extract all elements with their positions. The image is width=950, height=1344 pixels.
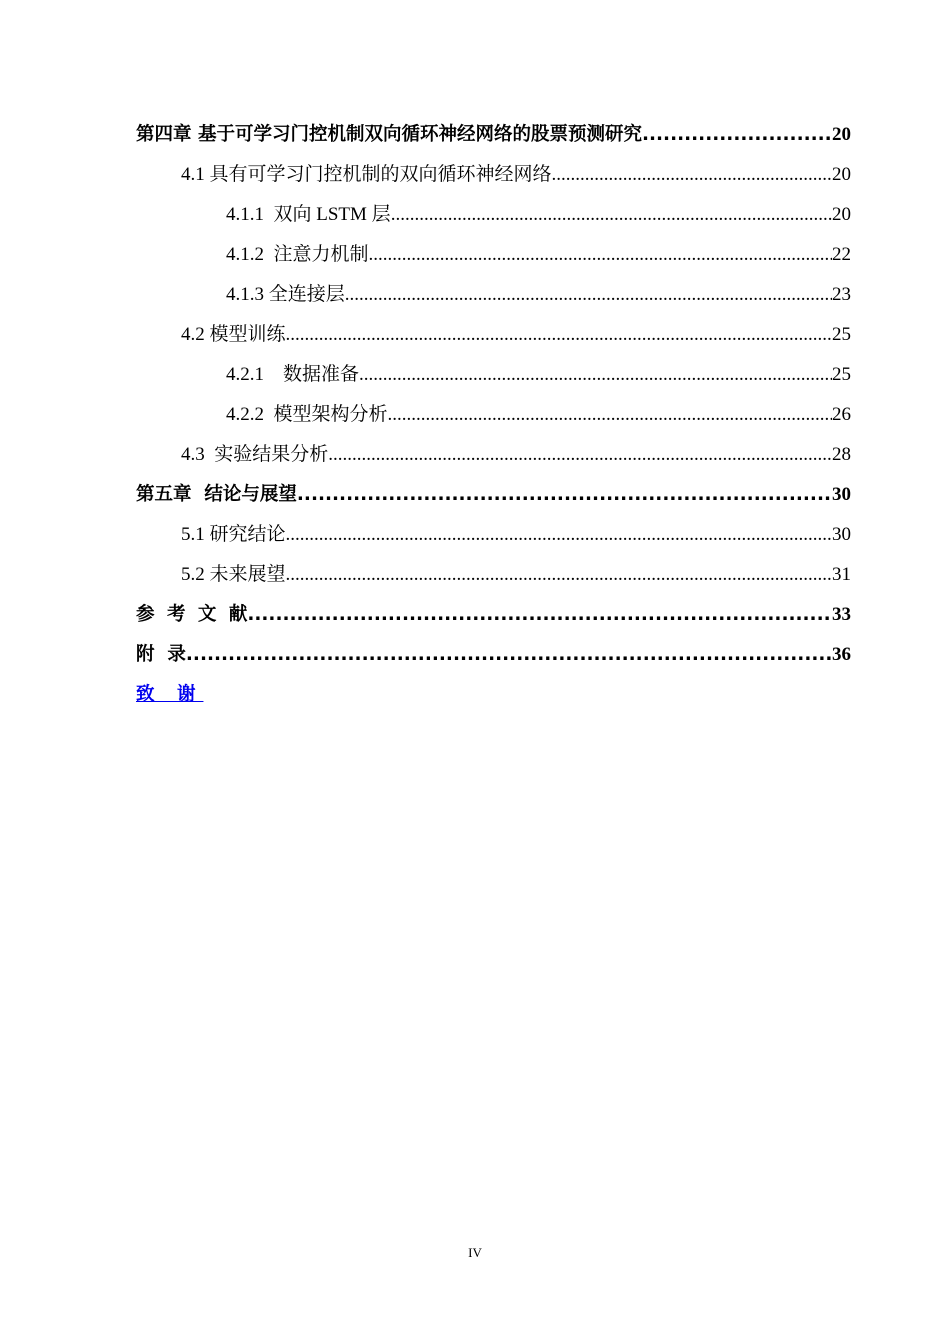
toc-entry-chapter-4[interactable] — [136, 115, 851, 155]
toc-entry-title: 第四章 基于可学习门控机制双向循环神经网络的股票预测研究 — [136, 124, 642, 145]
toc-entry-title: 4.1.1 双向 LSTM 层 — [226, 204, 391, 225]
toc-entry-page: 25 — [832, 324, 851, 345]
toc-leader-dots — [297, 475, 832, 515]
toc-entry-page: 22 — [832, 244, 851, 265]
toc-leader-dots — [388, 395, 832, 435]
toc-entry-page: 25 — [832, 364, 851, 385]
toc-entry-section-4-1-2[interactable] — [136, 235, 851, 275]
toc-leader-dots — [328, 435, 832, 475]
toc-entry-section-4-1[interactable] — [136, 155, 851, 195]
toc-leader-dots — [186, 635, 832, 675]
toc-entry-title: 4.2.1 数据准备 — [226, 364, 360, 385]
toc-entry-section-4-3[interactable] — [136, 435, 851, 475]
toc-entry-section-4-1-3[interactable] — [136, 275, 851, 315]
toc-entry-page: 30 — [832, 524, 851, 545]
toc-leader-dots — [286, 315, 832, 355]
toc-leader-dots — [552, 155, 832, 195]
toc-entry-title: 4.2.2 模型架构分析 — [226, 404, 388, 425]
toc-entry-page: 23 — [832, 284, 851, 305]
toc-entry-references[interactable] — [136, 595, 851, 635]
toc-entry-section-4-2-1[interactable] — [136, 355, 851, 395]
toc-entry-title: 4.1.2 注意力机制 — [226, 244, 369, 265]
acknowledgement-link[interactable]: 致 谢 — [136, 684, 204, 705]
toc-entry-page: 20 — [832, 204, 851, 225]
toc-entry-page: 20 — [832, 164, 851, 185]
toc-leader-dots — [286, 515, 832, 555]
toc-entry-page: 20 — [832, 124, 851, 145]
toc-entry-page: 26 — [832, 404, 851, 425]
toc-leader-dots — [247, 595, 832, 635]
toc-entry-title: 4.1.3 全连接层 — [226, 284, 345, 305]
toc-entry-section-5-2[interactable] — [136, 555, 851, 595]
toc-leader-dots — [286, 555, 832, 595]
page-number: IV — [468, 1245, 482, 1260]
toc-leader-dots — [642, 115, 832, 155]
toc-entry-title: 附 录 — [136, 644, 186, 665]
toc-entry-section-4-2-2[interactable] — [136, 395, 851, 435]
toc-entry-title: 5.2 未来展望 — [181, 564, 286, 585]
toc-entry-appendix[interactable] — [136, 635, 851, 675]
toc-entry-page: 30 — [832, 484, 851, 505]
toc-leader-dots — [359, 355, 832, 395]
toc-entry-page: 31 — [832, 564, 851, 585]
toc-entry-title: 4.3 实验结果分析 — [181, 444, 329, 465]
toc-entry-section-4-2[interactable] — [136, 315, 851, 355]
toc-entry-title: 5.1 研究结论 — [181, 524, 286, 545]
toc-entry-section-5-1[interactable] — [136, 515, 851, 555]
toc-entry-acknowledgement — [136, 675, 851, 715]
toc-entry-chapter-5[interactable] — [136, 475, 851, 515]
table-of-contents — [136, 115, 851, 715]
toc-entry-section-4-1-1[interactable] — [136, 195, 851, 235]
toc-entry-page: 28 — [832, 444, 851, 465]
toc-entry-title: 4.1 具有可学习门控机制的双向循环神经网络 — [181, 164, 552, 185]
toc-leader-dots — [369, 235, 832, 275]
toc-entry-page: 33 — [832, 604, 851, 625]
toc-entry-title: 参 考 文 献 — [136, 604, 248, 625]
toc-leader-dots — [345, 275, 832, 315]
toc-entry-title: 第五章 结论与展望 — [136, 484, 297, 505]
toc-entry-title: 4.2 模型训练 — [181, 324, 286, 345]
toc-leader-dots — [391, 195, 832, 235]
toc-entry-page: 36 — [832, 644, 851, 665]
